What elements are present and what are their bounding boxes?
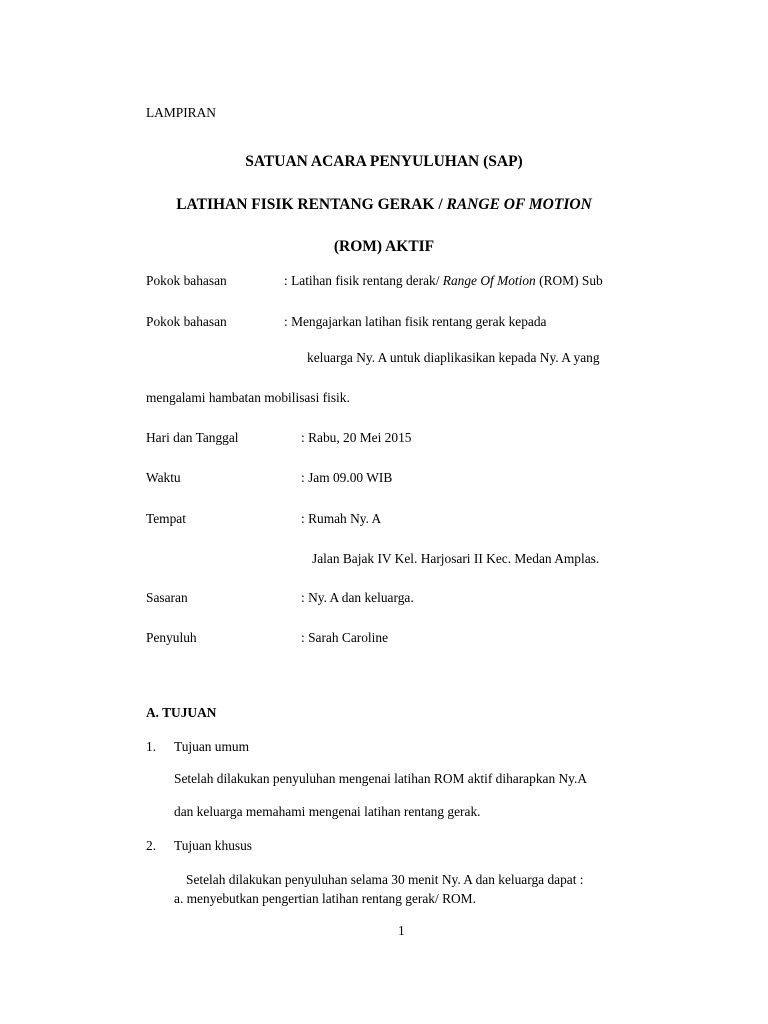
pokok-bahasan-value xyxy=(284,274,603,287)
document-title: SATUAN ACARA PENYULUHAN (SAP) xyxy=(245,153,523,170)
time-label: Waktu xyxy=(146,470,181,485)
presenter-value: : Sarah Caroline xyxy=(301,630,389,645)
place-label: Tempat xyxy=(146,511,186,526)
date-label: Hari dan Tanggal xyxy=(146,430,239,445)
pokok-value-text: : Latihan fisik rentang derak/ xyxy=(284,273,443,288)
item2-number: 2. xyxy=(146,838,157,853)
item1-text: Setelah dilakukan penyuluhan mengenai latihan ROM aktif diharapkan Ny.A xyxy=(174,771,588,786)
target-label: Sasaran xyxy=(146,590,188,605)
item1-title: Tujuan umum xyxy=(174,739,250,754)
subtitle-italic: RANGE OF MOTION xyxy=(446,196,592,213)
date-value: : Rabu, 20 Mei 2015 xyxy=(301,430,412,445)
item2-text: Setelah dilakukan penyuluhan selama 30 menit Ny. A dan keluarga dapat : xyxy=(186,872,584,887)
item2-sub-a: a. menyebutkan pengertian latihan rentang gerak/ ROM. xyxy=(174,891,476,906)
appendix-label: LAMPIRAN xyxy=(146,105,216,120)
sub-pokok-bahasan-value: : Mengajarkan latihan fisik rentang gerak kepada xyxy=(284,314,547,329)
sub-pokok-bahasan-cont2: mengalami hambatan mobilisasi fisik. xyxy=(146,390,350,405)
target-value: : Ny. A dan keluarga. xyxy=(301,590,414,605)
pokok-bahasan-label: Pokok bahasan xyxy=(146,273,227,288)
pokok-value-suffix: (ROM) Sub xyxy=(535,273,603,288)
page-number: 1 xyxy=(398,923,405,938)
sub-pokok-bahasan-label: Pokok bahasan xyxy=(146,314,227,329)
document-subtitle-cont: (ROM) AKTIF xyxy=(333,238,435,255)
subtitle-text: LATIHAN FISIK RENTANG GERAK / xyxy=(176,196,447,213)
presenter-label: Penyuluh xyxy=(146,630,197,645)
time-value: : Jam 09.00 WIB xyxy=(301,470,393,485)
item1-text-cont: dan keluarga memahami mengenai latihan rentang gerak. xyxy=(174,804,481,819)
place-address: Jalan Bajak IV Kel. Harjosari II Kec. Medan Amplas. xyxy=(312,551,600,566)
place-value: : Rumah Ny. A xyxy=(301,511,382,526)
pokok-value-italic: Range Of Motion xyxy=(442,273,536,288)
sub-pokok-bahasan-cont: keluarga Ny. A untuk diaplikasikan kepada Ny. A yang xyxy=(307,350,600,365)
item1-number: 1. xyxy=(146,739,157,754)
document-subtitle xyxy=(0,197,768,213)
section-a-heading: A. TUJUAN xyxy=(146,705,217,720)
item2-title: Tujuan khusus xyxy=(174,838,253,853)
